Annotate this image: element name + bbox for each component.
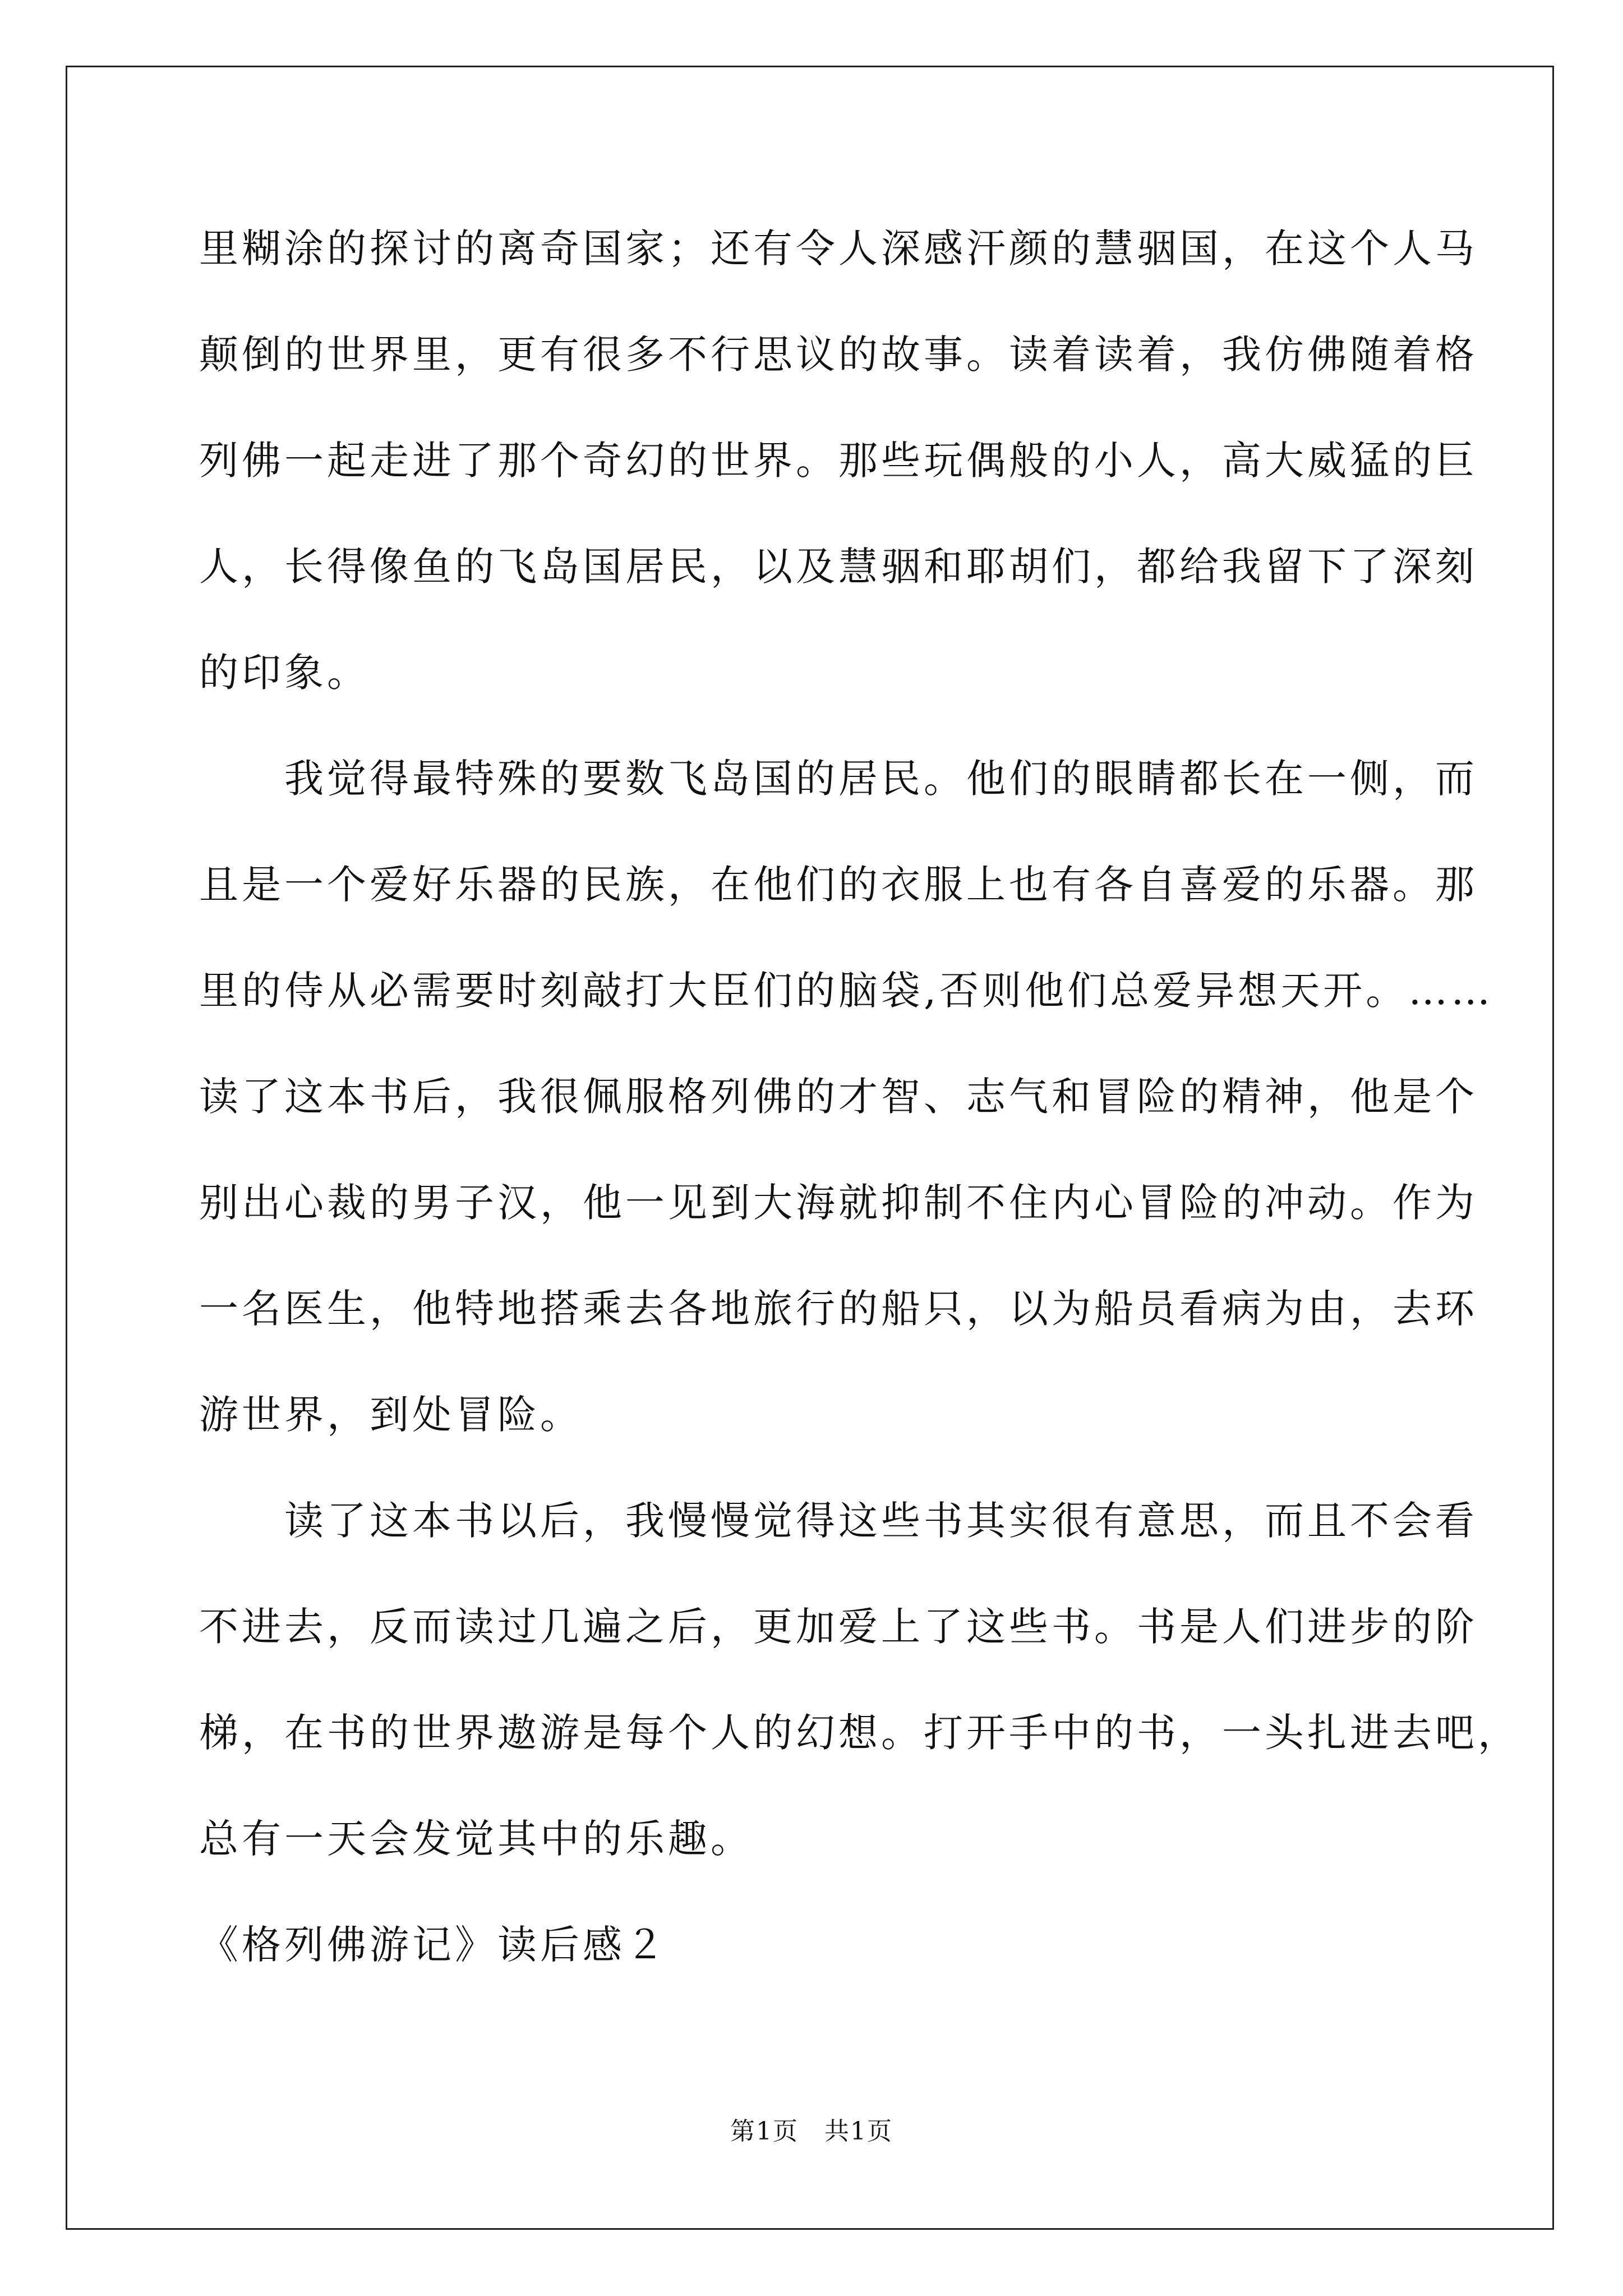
- text-line: 游世界，到处冒险。: [199, 1392, 583, 1438]
- text-line: 且是一个爱好乐器的民族，在他们的衣服上也有各自喜爱的乐器。那: [199, 862, 1478, 908]
- text-line: 列佛一起走进了那个奇幻的世界。那些玩偶般的小人，高大威猛的巨: [199, 438, 1478, 484]
- text-line: 的印象。: [199, 650, 370, 696]
- text-line: 读了这本书以后，我慢慢觉得这些书其实很有意思，而且不会看: [199, 1498, 1478, 1544]
- text-line: 读了这本书后，我很佩服格列佛的才智、志气和冒险的精神，他是个: [199, 1074, 1478, 1120]
- text-line: 不进去，反而读过几遍之后，更加爱上了这些书。书是人们进步的阶: [199, 1604, 1478, 1650]
- text-line: 里的侍从必需要时刻敲打大臣们的脑袋,否则他们总爱异想天开。……: [199, 968, 1494, 1014]
- text-line: 总有一天会发觉其中的乐趣。: [199, 1816, 753, 1862]
- text-line: 我觉得最特殊的要数飞岛国的居民。他们的眼睛都长在一侧，而: [199, 756, 1478, 802]
- text-line: 别出心裁的男子汉，他一见到大海就抑制不住内心冒险的冲动。作为: [199, 1180, 1478, 1226]
- text-line: 一名医生，他特地搭乘去各地旅行的船只，以为船员看病为由，去环: [199, 1286, 1478, 1332]
- text-line: 人，长得像鱼的飞岛国居民，以及慧骃和耶胡们，都给我留下了深刻: [199, 544, 1478, 590]
- page-border: [66, 66, 1554, 2230]
- text-line: 里糊涂的探讨的离奇国家；还有令人深感汗颜的慧骃国，在这个人马: [199, 226, 1478, 272]
- text-line: 颠倒的世界里，更有很多不行思议的故事。读着读着，我仿佛随着格: [199, 332, 1478, 378]
- page-footer: 第1页 共1页: [730, 2117, 893, 2146]
- section-heading: 《格列佛游记》读后感２: [199, 1922, 668, 1968]
- text-line: 梯，在书的世界遨游是每个人的幻想。打开手中的书，一头扎进去吧，: [199, 1710, 1520, 1756]
